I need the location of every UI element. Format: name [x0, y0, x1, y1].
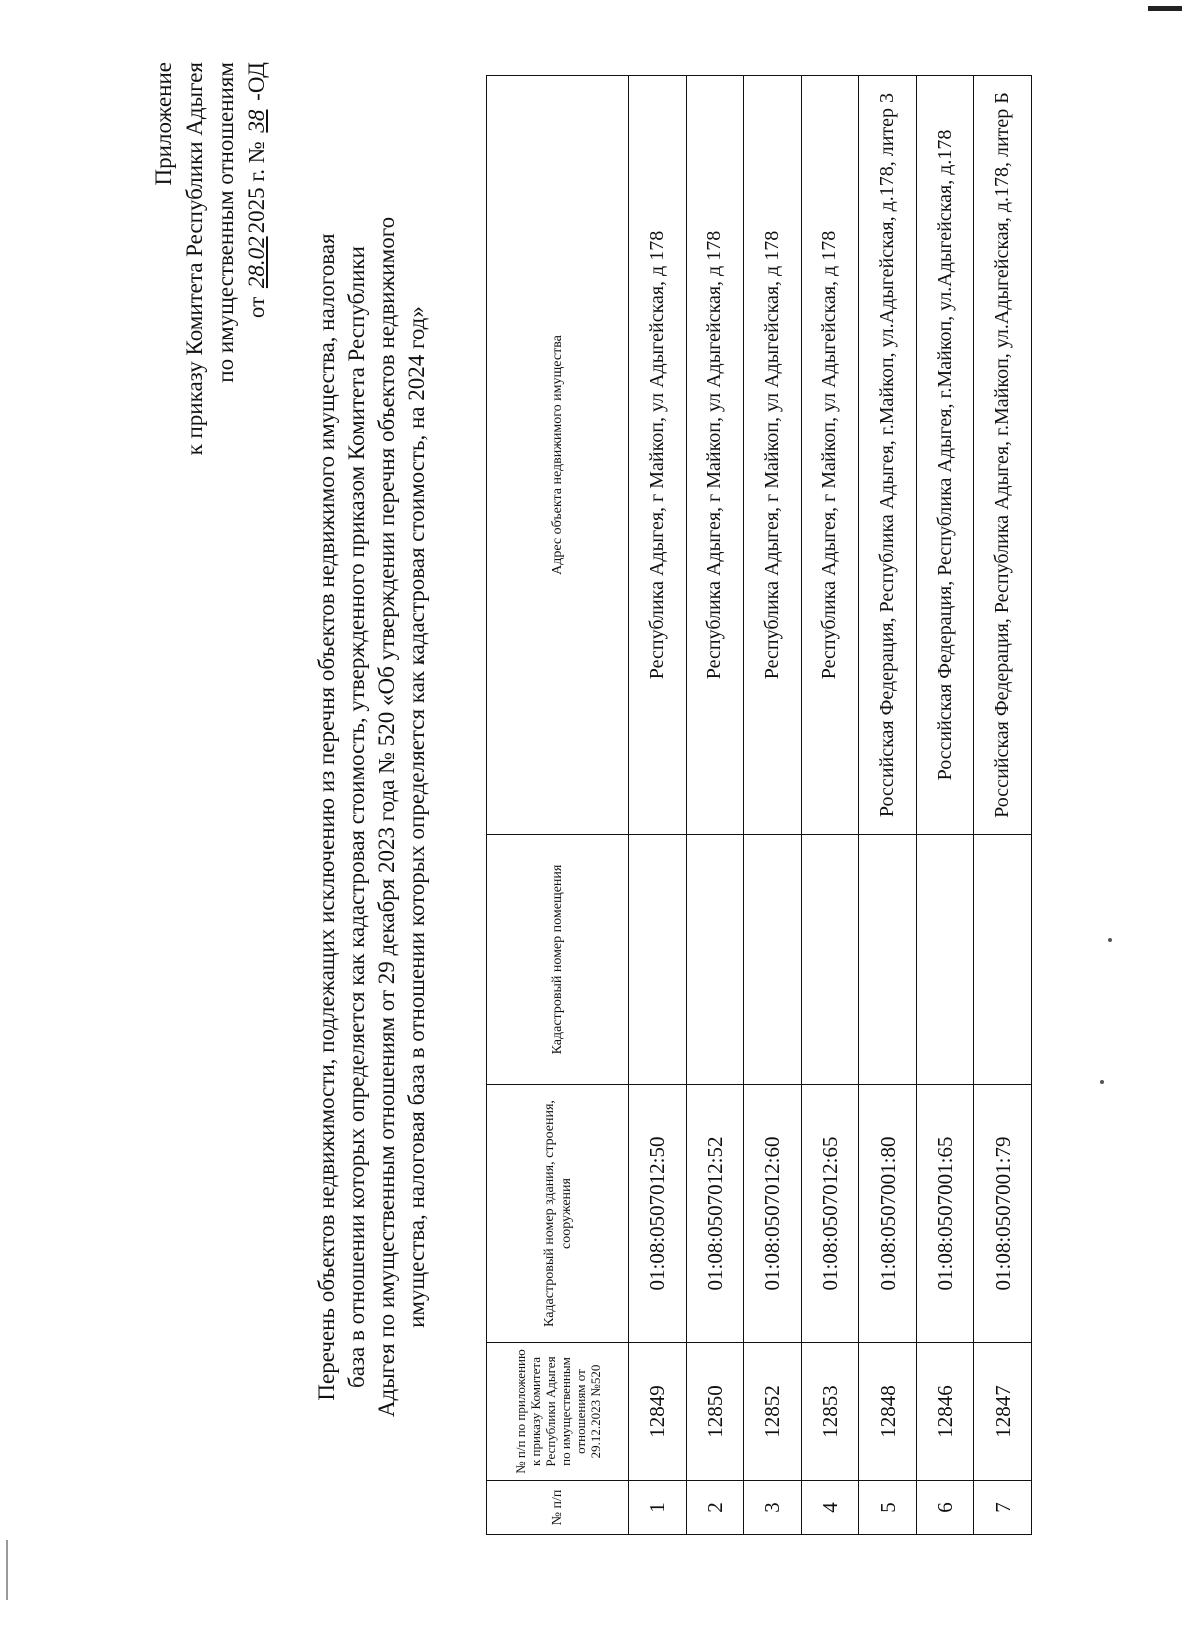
handwritten-number: 38	[244, 109, 269, 133]
cell-room	[801, 835, 859, 1085]
cell-number: 4	[801, 1481, 859, 1535]
cell-ref: 12846	[916, 1343, 974, 1481]
order-suffix: -ОД	[244, 62, 269, 101]
title-line: Адыгея по имущественным отношениям от 29 декабря 2023 года № 520 «Об утверждении перечня объектов недвижимого	[374, 216, 399, 1418]
cell-building: 01:08:0507012:50	[629, 1085, 687, 1343]
cell-ref: 12847	[974, 1343, 1032, 1481]
from-label: от	[244, 296, 269, 319]
cell-address: Республика Адыгея, г Майкоп, ул Адыгейская, д 178	[629, 76, 687, 835]
header-number: № п/п	[487, 1481, 629, 1535]
table-row	[686, 76, 744, 1535]
header-address: Адрес объекта недвижимого имущества	[487, 76, 629, 835]
cell-ref: 12849	[629, 1343, 687, 1481]
property-table	[486, 75, 1032, 1535]
table-header-row	[487, 76, 629, 1535]
table-row	[629, 76, 687, 1535]
cell-ref: 12852	[744, 1343, 802, 1481]
cell-number: 5	[859, 1481, 917, 1535]
appendix-header	[148, 62, 272, 455]
title-line: база в отношении которых определяется как кадастровая стоимость, утвержденного приказом Комитета Республики	[344, 246, 369, 1388]
cell-building: 01:08:0507012:52	[686, 1085, 744, 1343]
cell-room	[629, 835, 687, 1085]
cell-room	[859, 835, 917, 1085]
cell-room	[686, 835, 744, 1085]
cell-building: 01:08:0507012:65	[801, 1085, 859, 1343]
cell-building: 01:08:0507001:65	[916, 1085, 974, 1343]
cell-building: 01:08:0507001:79	[974, 1085, 1032, 1343]
cell-ref: 12853	[801, 1343, 859, 1481]
table-row	[974, 76, 1032, 1535]
cell-room	[974, 835, 1032, 1085]
cell-number: 6	[916, 1481, 974, 1535]
cell-number: 3	[744, 1481, 802, 1535]
cell-building: 01:08:0507001:80	[859, 1085, 917, 1343]
appendix-committee-line: по имущественным отношениям	[213, 62, 238, 383]
cell-address: Республика Адыгея, г Майкоп, ул Адыгейская, д 178	[801, 76, 859, 835]
appendix-order-line: к приказу Комитета Республики Адыгея	[182, 62, 207, 456]
handwritten-date: 28.02	[244, 236, 269, 289]
table-row	[859, 76, 917, 1535]
title-line: Перечень объектов недвижимости, подлежащих исключению из перечня объектов недвижимого имущества, налоговая	[314, 233, 339, 1401]
cell-room	[744, 835, 802, 1085]
cell-number: 2	[686, 1481, 744, 1535]
appendix-label: Приложение	[151, 62, 176, 186]
cell-address: Российская Федерация, Республика Адыгея, г.Майкоп, ул.Адыгейская, д.178, литер 3	[859, 76, 917, 835]
cell-address: Российская Федерация, Республика Адыгея, г.Майкоп, ул.Адыгейская, д.178, литер Б	[974, 76, 1032, 835]
cell-building: 01:08:0507012:60	[744, 1085, 802, 1343]
header-building-cadastral: Кадастровый номер здания, строения, сооружения	[487, 1085, 629, 1343]
table-row	[916, 76, 974, 1535]
cell-number: 1	[629, 1481, 687, 1535]
table-row	[801, 76, 859, 1535]
year-text: 2025 г. №	[244, 141, 269, 234]
cell-address: Республика Адыгея, г Майкоп, ул Адыгейская, д 178	[744, 76, 802, 835]
document-title	[312, 127, 432, 1507]
appendix-date-line	[241, 62, 272, 455]
cell-number: 7	[974, 1481, 1032, 1535]
cell-address: Российская Федерация, Республика Адыгея, г.Майкоп, ул.Адыгейская, д.178	[916, 76, 974, 835]
table-row	[744, 76, 802, 1535]
title-line: имущества, налоговая база в отношении которых определяется как кадастровая стоимость, на 2024 год»	[404, 306, 429, 1328]
cell-ref: 12850	[686, 1343, 744, 1481]
cell-address: Республика Адыгея, г Майкоп, ул Адыгейская, д 178	[686, 76, 744, 835]
cell-ref: 12848	[859, 1343, 917, 1481]
cell-room	[916, 835, 974, 1085]
header-room-cadastral: Кадастровый номер помещения	[487, 835, 629, 1085]
header-appendix-ref: № п/п по приложению к приказу Комитета Республики Адыгея по имущественным отношениям от 29.12.2023 №520	[487, 1343, 629, 1481]
